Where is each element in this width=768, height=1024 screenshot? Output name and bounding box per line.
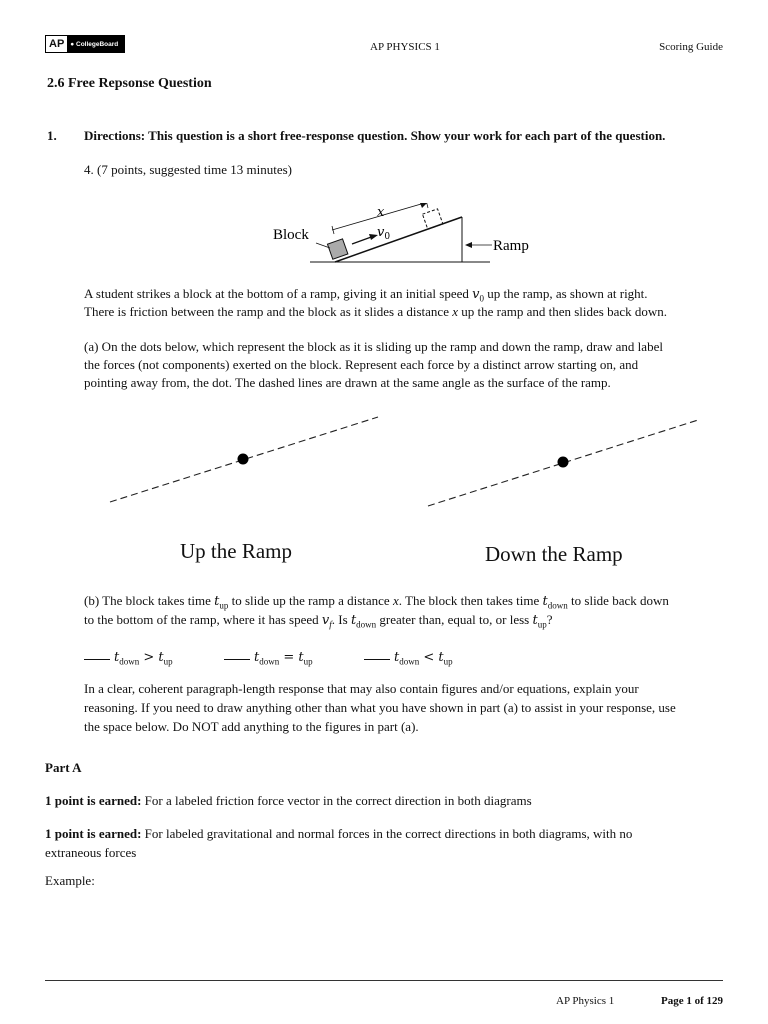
part-a-line-1: (a) On the dots below, which represent the block as it is sliding up the ramp and down the ramp, draw and label <box>84 339 663 354</box>
down-ramp-label: Down the Ramp <box>485 542 623 566</box>
x-label: x <box>377 205 385 220</box>
part-b-line-2: to the bottom of the ramp, where it has speed $v_f$. Is $t_{down}$ greater than, equal to, or less $t_{up}$? <box>84 612 553 630</box>
ramp-label: Ramp <box>493 238 529 254</box>
force-diagrams <box>100 408 710 513</box>
question-number: 1. <box>47 128 57 143</box>
choice-less[interactable]: $t_{down} < t_{up}$ <box>364 647 453 672</box>
header-doc-type: Scoring Guide <box>659 41 723 53</box>
section-title: 2.6 Free Repsonse Question <box>47 76 212 91</box>
example-label: Example: <box>45 873 95 888</box>
explain-line-3: the space below. Do NOT add anything to the figures in part (a). <box>84 719 419 734</box>
directions: Directions: This question is a short free-response question. Show your work for each part of the question. <box>84 128 666 143</box>
part-a-line-2: the forces (not components) exerted on the block. Represent each force by a distinct arrow starting on, and <box>84 357 639 372</box>
part-b-line-1: (b) The block takes time $t_{up}$ to slide up the ramp a distance x. The block then takes time $t_{down}$ to slide back down <box>84 593 669 611</box>
up-ramp-dot <box>238 454 249 465</box>
block-final-position <box>422 209 442 229</box>
block-shape <box>327 239 347 259</box>
up-ramp-label: Up the Ramp <box>180 539 292 563</box>
question-points: 4. (7 points, suggested time 13 minutes) <box>84 162 292 177</box>
block-label: Block <box>273 227 309 243</box>
footer-rule <box>45 980 723 981</box>
choice-greater[interactable]: $t_{down} > t_{up}$ <box>84 647 173 672</box>
scoring-point-1: 1 point is earned: For a labeled friction force vector in the correct direction in both diagrams <box>45 793 532 808</box>
logo-ap: AP <box>49 38 65 50</box>
ramp-figure <box>270 203 540 268</box>
part-a-line-3: pointing away from, the dot. The dashed lines are drawn at the same angle as the surface of the ramp. <box>84 375 611 390</box>
intro-line-1: A student strikes a block at the bottom of a ramp, giving it an initial speed $v_0$ up the ramp, as shown at right. <box>84 286 648 304</box>
intro-line-2: There is friction between the ramp and the block as it slides a distance x up the ramp and then slides back down. <box>84 304 668 319</box>
down-ramp-dot <box>558 457 569 468</box>
footer-course: AP Physics 1 <box>556 995 615 1007</box>
choice-equal[interactable]: $t_{down} = t_{up}$ <box>224 647 313 672</box>
footer-page: Page 1 of 129 <box>660 995 723 1007</box>
part-a-heading: Part A <box>45 760 82 775</box>
explain-line-1: In a clear, coherent paragraph-length response that may also contain figures and/or equations, explain your <box>84 681 639 696</box>
scoring-point-2: 1 point is earned: For labeled gravitational and normal forces in the correct directions in both diagrams, with no extraneous forces <box>45 826 633 860</box>
ap-collegeboard-logo <box>45 35 125 53</box>
logo-collegeboard: ● CollegeBoard <box>67 36 124 52</box>
v0-label: $v_0$ <box>377 225 391 242</box>
header-course: AP PHYSICS 1 <box>370 41 440 53</box>
explain-line-2: reasoning. If you need to draw anything other than what you have shown in part (a) to assist in your response, use <box>84 700 676 715</box>
